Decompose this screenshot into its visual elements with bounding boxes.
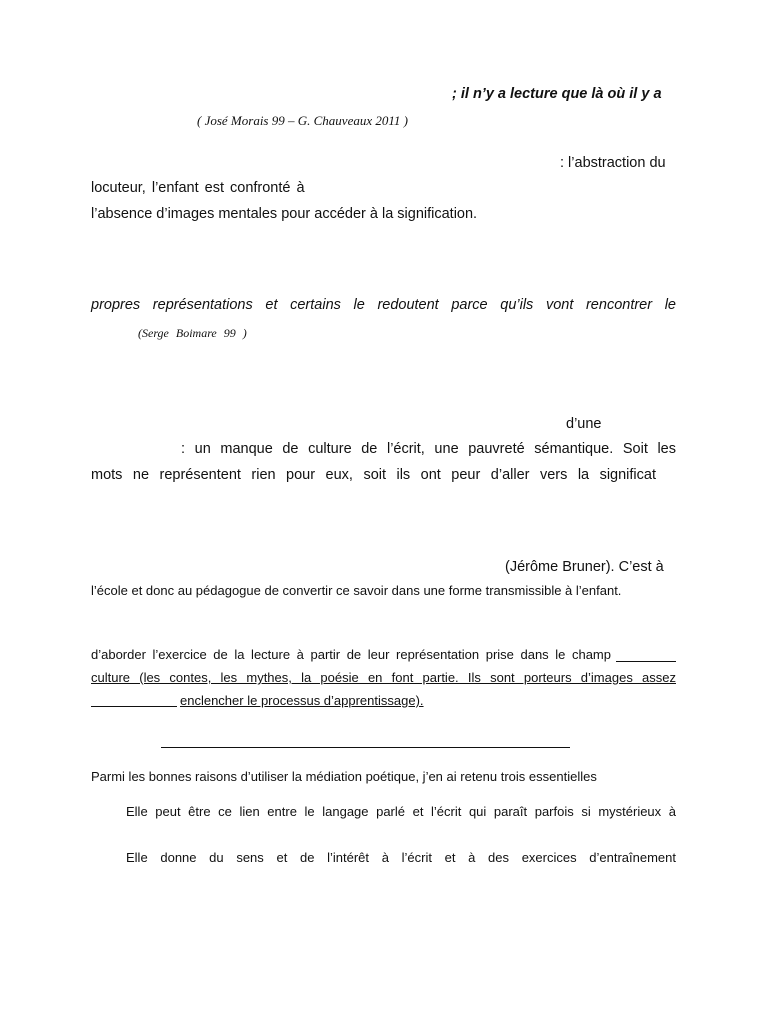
underline-rule	[91, 706, 177, 707]
text-line: enclencher le processus d’apprentissage).	[180, 693, 424, 708]
text-line: (Jérôme Bruner). C’est à	[505, 559, 664, 575]
text-line: locuteur, l’enfant est confronté à	[91, 180, 305, 196]
text-line: l’absence d’images mentales pour accéder à la signification.	[91, 206, 478, 222]
horizontal-rule	[161, 747, 570, 748]
text-line: Parmi les bonnes raisons d’utiliser la médiation poétique, j’en ai retenu trois essentielles	[91, 769, 597, 784]
underline-rule	[616, 661, 676, 662]
text-line: l’école et donc au pédagogue de convertir ce savoir dans une forme transmissible à l’enfant.	[91, 583, 622, 598]
citation: ( José Morais 99 – G. Chauveaux 2011 )	[197, 113, 408, 128]
text-line: : l’abstraction du	[560, 155, 666, 171]
text-line: Elle donne du sens et de l’intérêt à l’écrit et à des exercices d’entraînement	[126, 850, 676, 865]
citation: (Serge Boimare 99 )	[138, 326, 247, 340]
text-line: d’aborder l’exercice de la lecture à partir de leur représentation prise dans le champ	[91, 647, 611, 662]
text-line: d’une	[566, 416, 602, 432]
text-line: ; il n’y a lecture que là où il y a	[452, 86, 662, 102]
text-line: : un manque de culture de l’écrit, une pauvreté sémantique. Soit les	[181, 441, 676, 457]
text-line: propres représentations et certains le redoutent parce qu’ils vont rencontrer le	[91, 297, 676, 313]
text-line: mots ne représentent rien pour eux, soit ils ont peur d’aller vers la significat	[91, 467, 656, 483]
text-line: Elle peut être ce lien entre le langage parlé et l’écrit qui paraît parfois si mystérieux à	[126, 804, 676, 819]
text-line: culture (les contes, les mythes, la poésie en font partie. Ils sont porteurs d’images assez	[91, 670, 676, 685]
